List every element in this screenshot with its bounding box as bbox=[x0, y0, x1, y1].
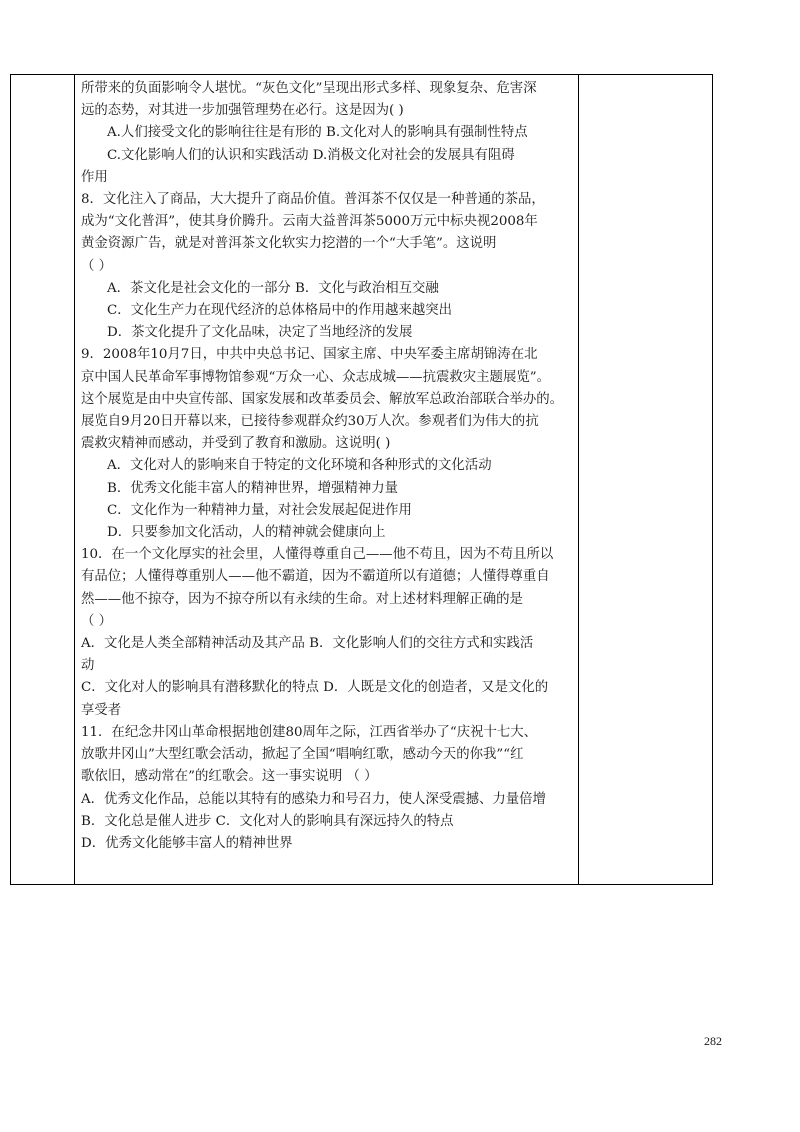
text-line: D．只要参加文化活动，人的精神就会健康向上 bbox=[107, 525, 386, 541]
text-line: B．优秀文化能丰富人的精神世界，增强精神力量 bbox=[107, 480, 399, 496]
text-line: A.人们接受文化的影响往往是有形的 B.文化对人的影响具有强制性特点 bbox=[107, 125, 528, 141]
text-line: 震救灾精神而感动，并受到了教育和激励。这说明( ) bbox=[81, 436, 391, 452]
page-number: 282 bbox=[704, 1034, 722, 1048]
left-margin-cell bbox=[11, 75, 75, 885]
notes-cell bbox=[579, 75, 713, 885]
text-line: 有品位；人懂得尊重别人——他不霸道，因为不霸道所以有道德；人懂得尊重自 bbox=[81, 569, 550, 585]
text-line: 8．文化注入了商品，大大提升了商品价值。普洱茶不仅仅是一种普通的茶品， bbox=[81, 192, 545, 208]
table-row bbox=[11, 75, 713, 885]
text-line: 歌依旧，感动常在”的红歌会。这一事实说明 （ ） bbox=[81, 769, 378, 785]
text-line: C．文化对人的影响具有潜移默化的特点 D．人既是文化的创造者，又是文化的 bbox=[81, 680, 549, 696]
text-line: 这个展览是由中央宣传部、国家发展和改革委员会、解放军总政治部联合举办的。 bbox=[81, 391, 564, 407]
text-line: 放歌井冈山”大型红歌会活动，掀起了全国“唱响红歌，感动今天的你我”“红 bbox=[81, 747, 524, 763]
text-line: A．文化对人的影响来自于特定的文化环境和各种形式的文化活动 bbox=[107, 458, 492, 474]
text-line: 9．2008年10月7日，中共中央总书记、国家主席、中央军委主席胡锦涛在北 bbox=[81, 347, 538, 363]
text-line: B．文化总是催人进步 C．文化对人的影响具有深远持久的特点 bbox=[81, 813, 454, 829]
text-line: 动 bbox=[81, 658, 95, 674]
text-line: 作用 bbox=[81, 169, 108, 185]
text-line: C．文化作为一种精神力量，对社会发展起促进作用 bbox=[107, 502, 412, 518]
text-line: A．茶文化是社会文化的一部分 B．文化与政治相互交融 bbox=[107, 280, 439, 296]
text-line: 成为“文化普洱”，使其身价腾升。云南大益普洱茶5000万元中标央视2008年 bbox=[81, 214, 538, 230]
text-line: C.文化影响人们的认识和实践活动 D.消极文化对社会的发展具有阻碍 bbox=[107, 147, 515, 163]
text-line: A．优秀文化作品，总能以其特有的感染力和号召力，使人深受震撼、力量倍增 bbox=[81, 791, 546, 807]
text-line: 远的态势，对其进一步加强管理势在必行。这是因为( ) bbox=[81, 103, 404, 119]
content-cell bbox=[75, 75, 579, 885]
text-line: C．文化生产力在现代经济的总体格局中的作用越来越突出 bbox=[107, 303, 453, 319]
question-table bbox=[10, 74, 713, 885]
text-line: 展览自9月20日开幕以来，已接待参观群众约30万人次。参观者们为伟大的抗 bbox=[81, 414, 539, 430]
question-text bbox=[75, 75, 578, 855]
text-line: 所带来的负面影响令人堪忧。“灰色文化”呈现出形式多样、现象复杂、危害深 bbox=[81, 81, 537, 96]
text-line: A．文化是人类全部精神活动及其产品 B．文化影响人们的交往方式和实践活 bbox=[81, 636, 534, 652]
text-line: 11．在纪念井冈山革命根据地创建80周年之际，江西省举办了“庆祝十七大、 bbox=[81, 724, 538, 740]
text-line: D．优秀文化能够丰富人的精神世界 bbox=[81, 835, 293, 851]
text-line: （ ） bbox=[81, 613, 113, 629]
text-line: 10．在一个文化厚实的社会里，人懂得尊重自己——他不苟且，因为不苟且所以 bbox=[81, 547, 554, 563]
text-line: 黄金资源广告，就是对普洱茶文化软实力挖潜的一个“大手笔”。这说明 bbox=[81, 236, 497, 252]
text-line: 享受者 bbox=[81, 702, 122, 718]
text-line: 然——他不掠夺，因为不掠夺所以有永续的生命。对上述材料理解正确的是 bbox=[81, 591, 523, 607]
text-line: 京中国人民革命军事博物馆参观“万众一心、众志成城——抗震救灾主题展览”。 bbox=[81, 369, 550, 385]
text-line: D．茶文化提升了文化品味，决定了当地经济的发展 bbox=[107, 325, 413, 341]
text-line: （ ） bbox=[81, 258, 113, 274]
